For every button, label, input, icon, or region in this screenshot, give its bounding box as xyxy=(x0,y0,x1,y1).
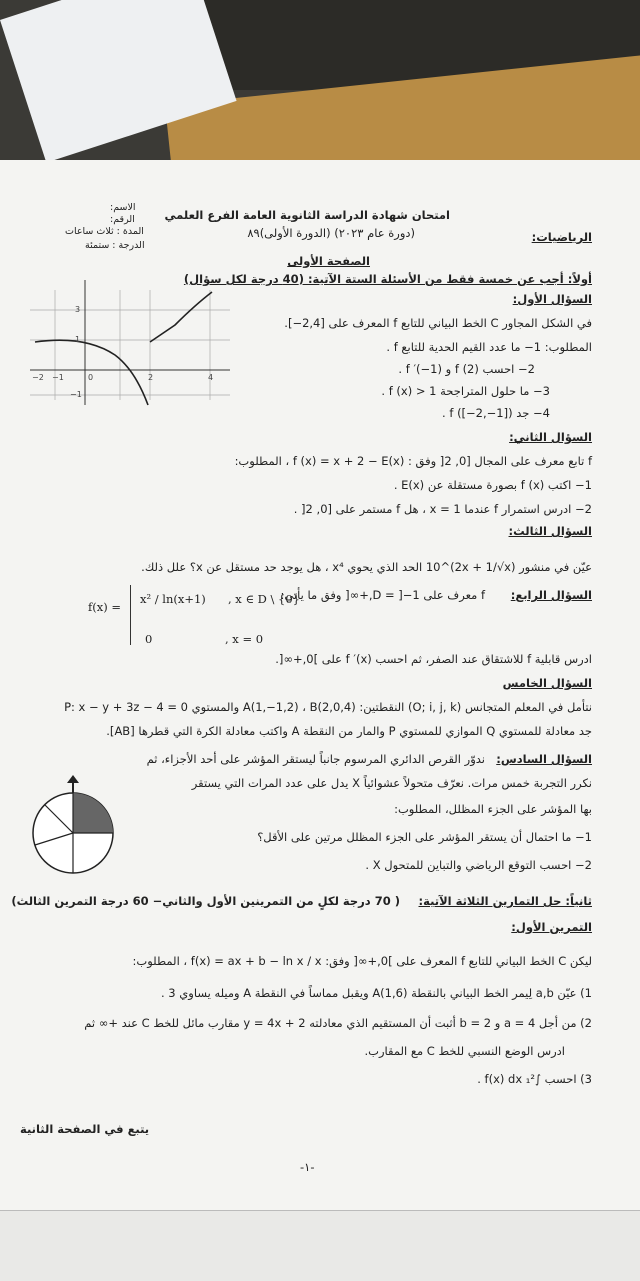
exam-page xyxy=(0,160,640,1220)
exam-session: (دورة عام ٢٠٢٣) (الدورة الأولى)٨٩ xyxy=(247,226,415,240)
pointer-arrow-icon xyxy=(67,775,79,793)
q1-item: 4− جد f ([−2,−1]) . xyxy=(442,406,550,420)
name-label: الاسم: xyxy=(110,202,136,213)
q1-intro: في الشكل المجاور C الخط البياني للتابع f المعرف على [2,4−]. xyxy=(284,316,592,330)
q6-title: السؤال السادس: xyxy=(496,752,592,766)
q5-text2: جد معادلة للمستوي Q الموازي للمستوي P والمار من النقطة A واكتب معادلة الكرة التي قطرها [AB]. xyxy=(106,724,592,738)
q1-item: 2− احسب f (2) و f ′(−1) . xyxy=(398,362,535,376)
part2-heading-note: ( 70 درجة لكلٍ من التمرينين الأول والثاني− 60 درجة التمرين الثالث) xyxy=(11,894,400,908)
ex1-item: 3) احسب ∫₁² f(x) dx . xyxy=(477,1072,592,1086)
q1-title: السؤال الأول: xyxy=(512,292,592,306)
q6-item: 1− ما احتمال أن يستقر المؤشر على الجزء المظلل مرتين على الأقل؟ xyxy=(257,830,592,844)
page-edge xyxy=(0,1210,640,1281)
grade-label: الدرجة : ستمئة xyxy=(85,240,145,251)
x-tick: −1 xyxy=(52,373,64,382)
part1-heading: أولاً: أجب عن خمسة فقط من الأسئلة الستة الآتية: (40 درجة لكل سؤال) xyxy=(183,272,592,286)
q2-intro: f تابع معرف على المجال [0, 2[ وفق : f (x) = x + 2 − E(x) ، المطلوب: xyxy=(234,454,592,468)
x-tick: 2 xyxy=(148,373,154,382)
ex1-intro: ليكن C الخط البياني للتابع f المعرف على ]0,+∞[ وفق: f(x) = ax + b − ln x / x ، المطلوب: xyxy=(132,954,592,968)
q6-text3: بها المؤشر على الجزء المظلل، المطلوب: xyxy=(394,802,592,816)
spinner-disc xyxy=(28,775,118,880)
ex1-item: ادرس الوضع النسبي للخط C مع المقارب. xyxy=(364,1044,565,1058)
continue-note: يتبع في الصفحة الثانية xyxy=(20,1122,150,1136)
q4-intro: f معرف على D = ]−1,+∞[ وفق ما يأتي: xyxy=(280,588,485,602)
part2-heading: ثانياً: حل التمارين الثلاثة الآتية: xyxy=(418,894,592,908)
subject-label: الرياضيات: xyxy=(531,230,592,244)
x-tick: 0 xyxy=(88,373,94,382)
y-tick: 3 xyxy=(75,305,81,314)
page-number: -١- xyxy=(300,1160,315,1174)
shaded-sector xyxy=(73,793,113,833)
page-label: الصفحة الأولى xyxy=(287,254,370,268)
q6-text1: ندوّر القرص الدائري المرسوم جانباً ليستقر المؤشر على أحد الأجزاء، ثم xyxy=(146,752,485,766)
exam-title: امتحان شهادة الدراسة الثانوية العامة الفرع العلمي xyxy=(164,208,450,222)
q1-item: 3− ما حلول المتراجحة f (x) > 1 . xyxy=(381,384,550,398)
q4-fx: f(x) = xyxy=(88,600,122,614)
q2-item: 1− اكتب f (x) بصورة مستقلة عن E(x) . xyxy=(393,478,592,492)
q5-text1: نتأمل في المعلم المتجانس (O; i, j, k) النقطتين: A(1,−1,2) ، B(2,0,4) والمستوي P: x − y + 3z − 4 = 0 xyxy=(64,700,592,714)
duration-label: المدة : ثلاث ساعات xyxy=(65,226,144,237)
q2-title: السؤال الثاني: xyxy=(509,430,592,444)
curve-right xyxy=(150,292,212,342)
q6-text2: نكرر التجربة خمس مرات. نعرّف متحولاً عشوائياً X يدل على عدد المرات التي يستقر xyxy=(191,776,592,790)
q4-task: ادرس قابلية f للاشتقاق عند الصفر، ثم احسب f ′(x) على ]0,+∞[. xyxy=(275,652,592,666)
ex1-title: التمرين الأول: xyxy=(511,920,592,934)
function-graph xyxy=(30,270,260,415)
q6-item: 2− احسب التوقع الرياضي والتباين للمتحول X . xyxy=(365,858,592,872)
q4-case1-cond: , x ∈ D \ {0} xyxy=(228,592,300,606)
q2-item: 2− ادرس استمرار f عندما x = 1 ، هل f مستمر على [0, 2[ . xyxy=(293,502,592,516)
q5-title: السؤال الخامس xyxy=(502,676,592,690)
number-label: الرقم: xyxy=(110,214,135,225)
y-tick: −1 xyxy=(70,390,82,399)
q4-brace xyxy=(130,585,134,645)
q4-case2-expr: 0 xyxy=(145,632,153,646)
q3-text: عيّن في منشور (2x + 1/√x)^10 الحد الذي يحوي x⁴ ، هل يوجد حد مستقل عن x؟ علل ذلك. xyxy=(141,560,592,574)
x-tick: 4 xyxy=(208,373,214,382)
x-tick: −2 xyxy=(32,373,44,382)
y-tick: 1 xyxy=(75,335,81,344)
q1-item: المطلوب: 1− ما عدد القيم الحدية للتابع f . xyxy=(386,340,592,354)
q4-title: السؤال الرابع: xyxy=(510,588,592,602)
q3-title: السؤال الثالث: xyxy=(508,524,592,538)
ex1-item: 1) عيّن a,b لِيمر الخط البياني بالنقطة A(1,6) ويقبل مماساً في النقطة A وميله يساوي 3 . xyxy=(160,986,592,1000)
ex1-item: 2) من أجل a = 4 و b = 2 أثبت أن المستقيم الذي معادلته y = 4x + 2 مقارب مائل للخط C عند +∞ ثم xyxy=(84,1016,592,1030)
q4-case1-expr: x² / ln(x+1) xyxy=(140,592,206,606)
q4-case2-cond: , x = 0 xyxy=(225,632,264,646)
